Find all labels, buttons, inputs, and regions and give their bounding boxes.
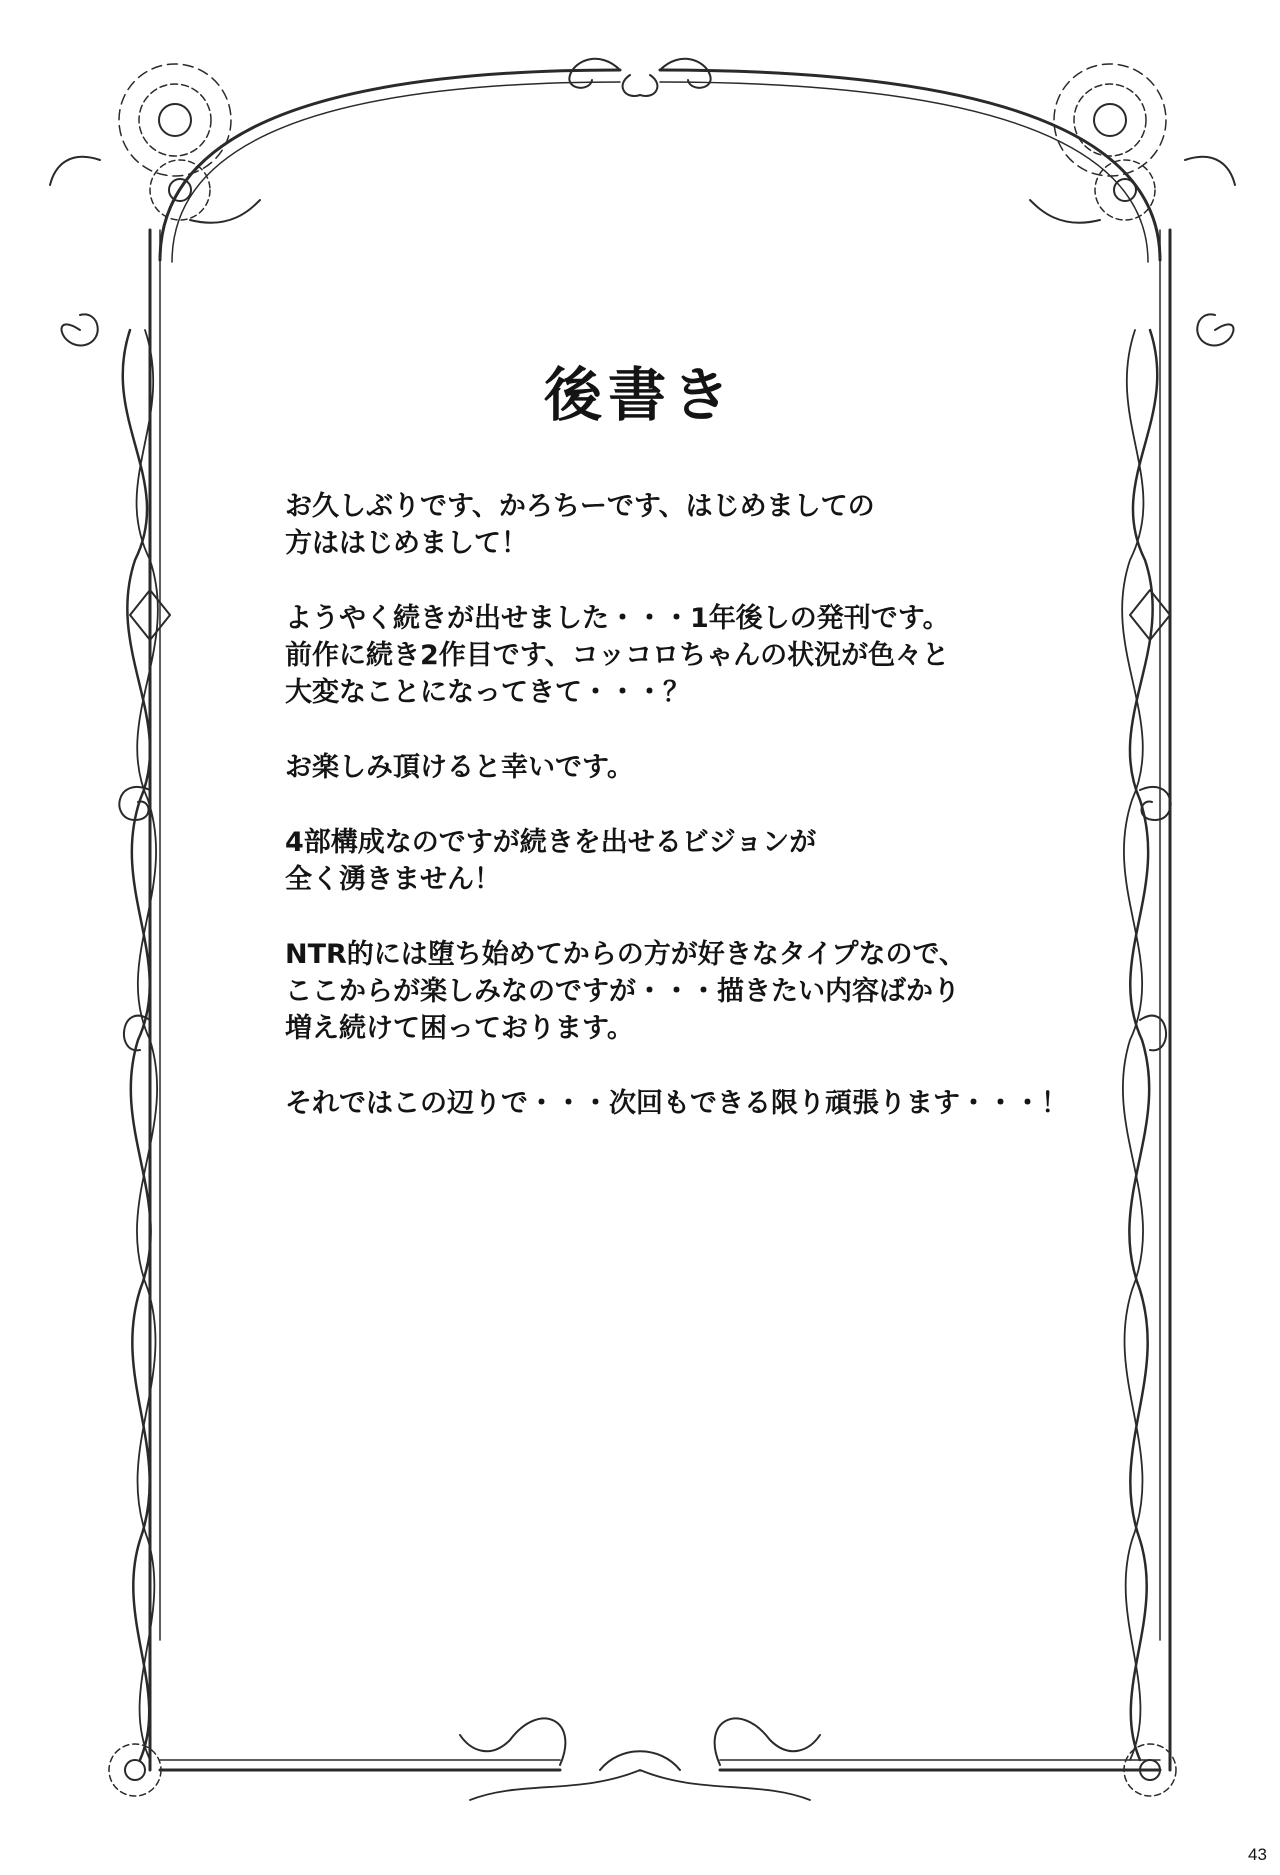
text-line: お楽しみ頂けると幸いです。: [285, 752, 634, 783]
text-line: 大変なことになってきて・・・？: [285, 677, 690, 708]
page-title: 後書き: [543, 361, 736, 429]
text-line: 4部構成なのですが続きを出せるビジョンが: [285, 827, 817, 858]
text-line: 前作に続き2作目です、コッコロちゃんの状況が色々と: [285, 640, 950, 671]
text-line: ようやく続きが出せました・・・1年後しの発刊です。: [285, 603, 950, 634]
text-line: それではこの辺りで・・・次回もできる限り頑張ります・・・！: [285, 1088, 1068, 1119]
paragraph: [285, 749, 1065, 786]
text-line: 全く湧きません！: [285, 864, 501, 895]
text-line: 方ははじめまして！: [285, 528, 528, 559]
paragraph: [285, 936, 1065, 1047]
paragraph: [285, 488, 1065, 562]
page-number: 43: [1248, 1845, 1267, 1864]
text-line: NTR的には堕ち始めてからの方が好きなタイプなので、: [285, 939, 966, 970]
paragraph: [285, 600, 1065, 711]
text-line: 増え続けて困っております。: [285, 1013, 634, 1044]
text-line: お久しぶりです、かろちーです、はじめましての: [285, 491, 875, 522]
paragraph: [285, 824, 1065, 898]
text-line: ここからが楽しみなのですが・・・描きたい内容ばかり: [285, 976, 960, 1007]
paragraph: [285, 1085, 1068, 1122]
afterword-body: [285, 488, 1068, 1160]
